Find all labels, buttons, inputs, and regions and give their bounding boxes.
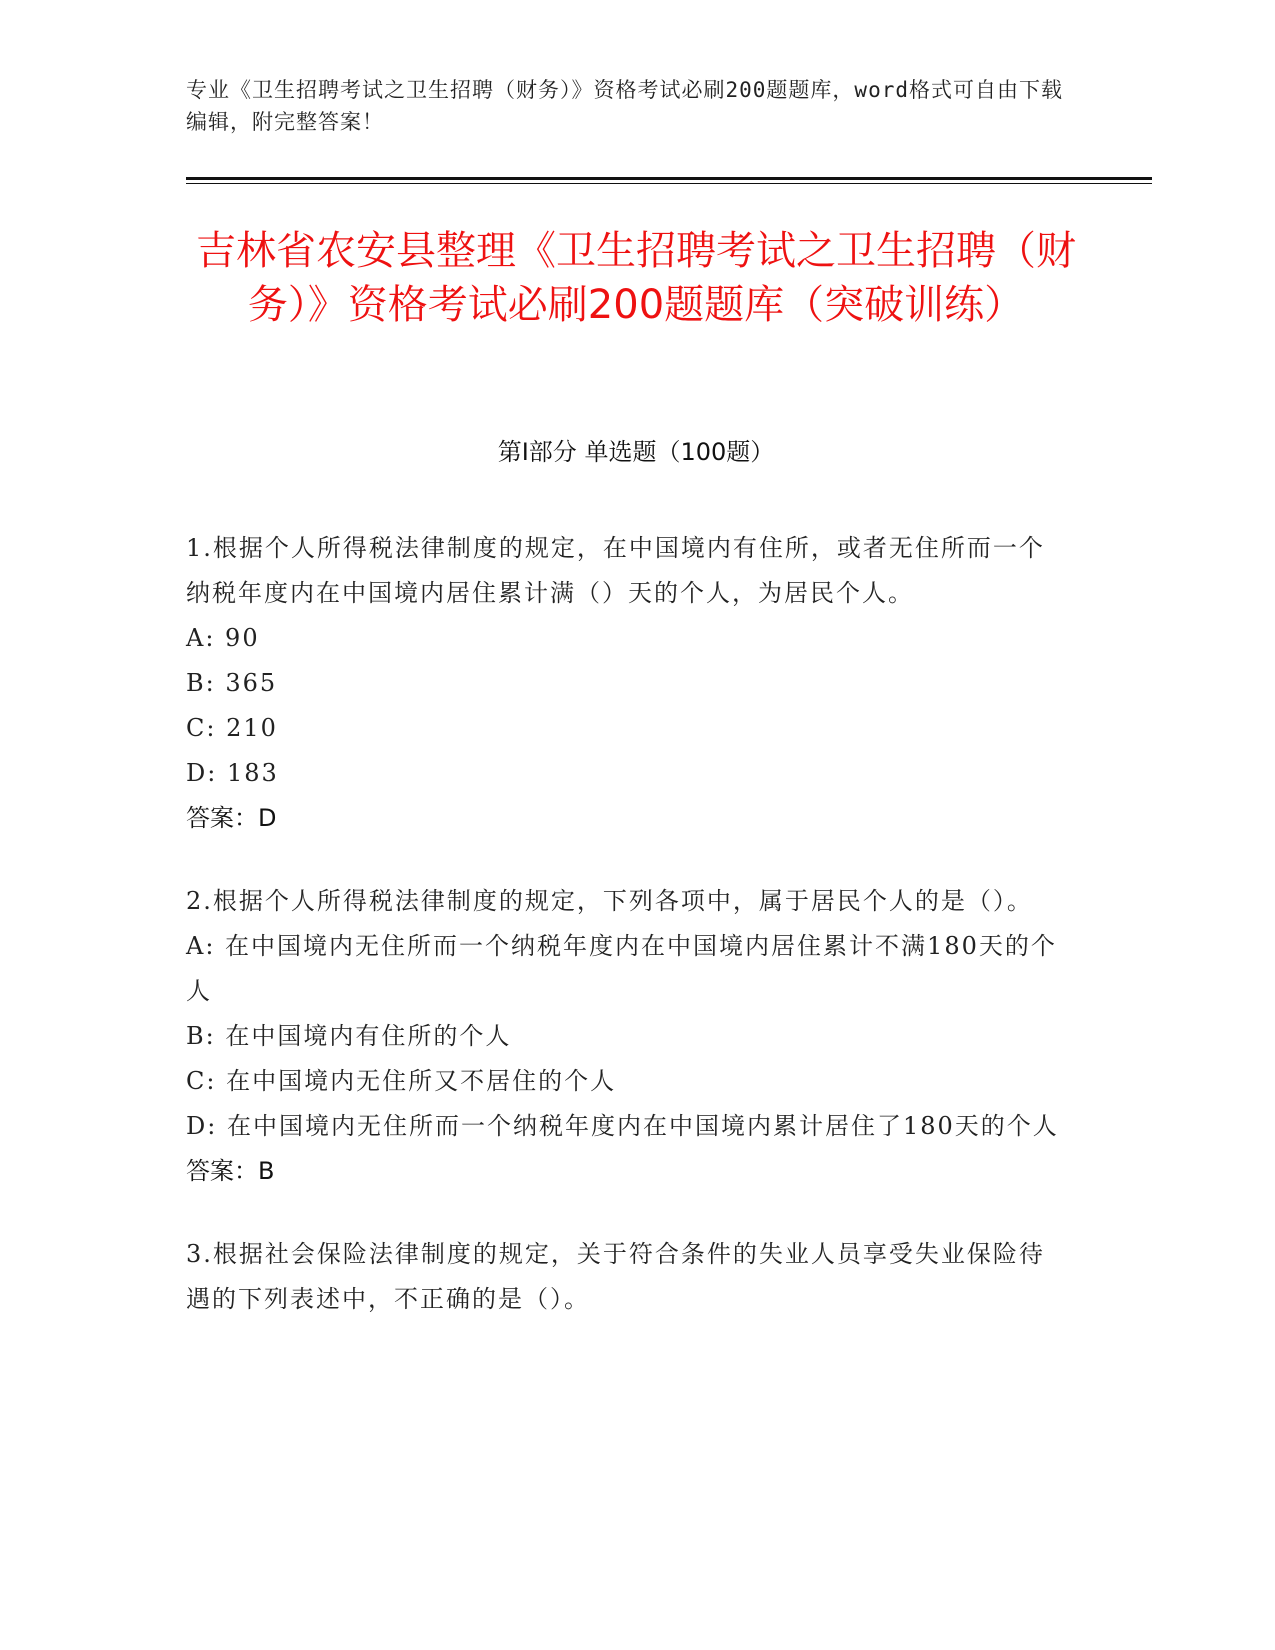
option-c: C: 210 (186, 714, 278, 742)
answer: 答案：B (186, 1157, 275, 1185)
question-2 (186, 879, 1066, 1194)
option-d: D: 183 (186, 759, 279, 787)
header-note: 专业《卫生招聘考试之卫生招聘（财务）》资格考试必刷200题题库，word格式可自由下载编辑，附完整答案！ (186, 78, 1063, 134)
question-3 (186, 1232, 1066, 1322)
document-title: 吉林省农安县整理《卫生招聘考试之卫生招聘（财务）》资格考试必刷200题题库（突破训练） (196, 228, 1076, 328)
option-b: B: 在中国境内有住所的个人 (186, 1022, 512, 1050)
option-b: B: 365 (186, 669, 278, 697)
question-1 (186, 526, 1066, 841)
header-rule-thin (186, 183, 1152, 184)
section-heading: 第I部分 单选题（100题） (497, 438, 775, 466)
question-list (186, 526, 1066, 1360)
option-c: C: 在中国境内无住所又不居住的个人 (186, 1067, 617, 1095)
question-text: 2.根据个人所得税法律制度的规定，下列各项中，属于居民个人的是（）。 (186, 887, 1033, 915)
question-text: 3.根据社会保险法律制度的规定，关于符合条件的失业人员享受失业保险待遇的下列表述中，不正确的是（）。 (186, 1240, 1045, 1313)
question-text: 1.根据个人所得税法律制度的规定，在中国境内有住所，或者无住所而一个纳税年度内在中国境内居住累计满（）天的个人，为居民个人。 (186, 534, 1045, 607)
option-d: D: 在中国境内无住所而一个纳税年度内在中国境内累计居住了180天的个人 (186, 1112, 1059, 1140)
option-a: A: 90 (186, 624, 260, 652)
answer: 答案：D (186, 804, 277, 832)
header-rule-thick (186, 177, 1152, 180)
option-a: A: 在中国境内无住所而一个纳税年度内在中国境内居住累计不满180天的个人 (186, 932, 1057, 1005)
